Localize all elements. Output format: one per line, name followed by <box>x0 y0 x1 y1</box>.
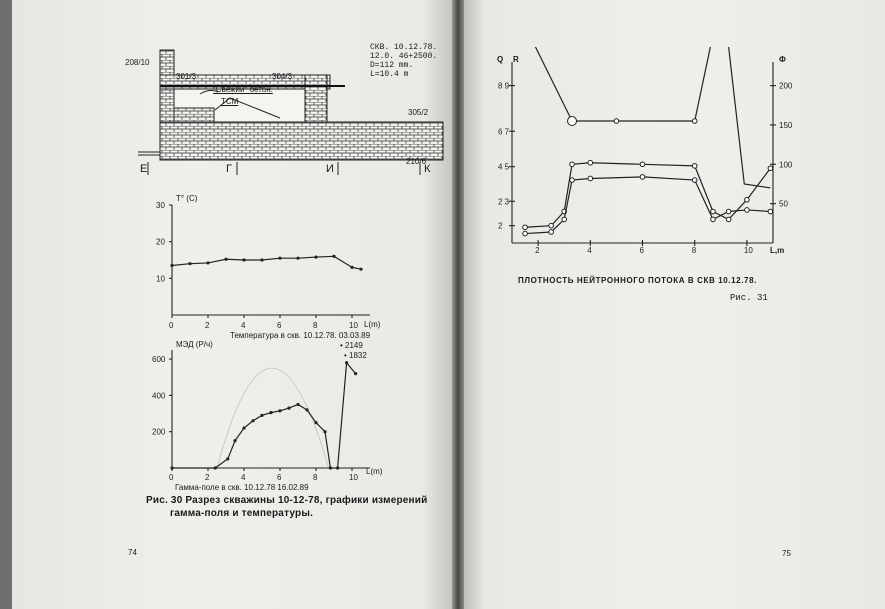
gamma-annotation-2149: • 2149 <box>340 341 363 350</box>
temperature-x-tick-label: 10 <box>349 321 358 330</box>
axis-label-e: Е <box>140 163 148 175</box>
label-room-304: 304/3 <box>272 72 293 81</box>
figure-30-caption-line2: гамма-поля и температуры. <box>170 508 314 519</box>
neutron-left-tick-label: 8 9 <box>498 81 510 91</box>
temperature-y-tick-label: 10 <box>156 274 165 284</box>
gamma-x-tick-label: 0 <box>169 473 174 482</box>
neutron-highlight-point <box>568 117 577 126</box>
neutron-x-tick-label: 2 <box>535 246 540 255</box>
neutron-series-lower-point <box>745 208 750 213</box>
neutron-steep-line-far-right <box>729 47 771 188</box>
neutron-left-tick-label: 4 5 <box>498 162 510 172</box>
neutron-x-tick-label: 4 <box>587 246 592 255</box>
gamma-x-tick-label: 6 <box>277 473 282 482</box>
neutron-series-middle-point <box>726 217 731 222</box>
neutron-left-tick-label: 2 <box>498 221 503 231</box>
temperature-xlabel: L(m) <box>364 320 381 329</box>
label-elev-210: 210/6 <box>406 157 427 166</box>
neutron-steep-line-left <box>535 47 572 121</box>
neutron-series-lower-point <box>523 231 528 236</box>
gamma-ylabel: МЭД (Р/ч) <box>176 340 213 349</box>
gamma-x-tick-label: 10 <box>349 473 358 482</box>
neutron-series-lower-point <box>726 209 731 214</box>
page-number-right: 75 <box>782 549 791 558</box>
neutron-series-middle-point <box>640 162 645 167</box>
temperature-y-tick-label: 20 <box>156 237 165 247</box>
figure-31-label: Рис. 31 <box>730 293 768 303</box>
gamma-annotation-1832: • 1832 <box>344 351 367 360</box>
label-room-301: 301/3 <box>176 72 197 81</box>
axis-label-k: К <box>424 163 431 175</box>
neutron-series-middle-point <box>745 197 750 202</box>
neutron-series-upper-point <box>692 119 697 124</box>
neutron-left-tick-label: 6 7 <box>498 127 510 137</box>
neutron-series-middle-point <box>549 223 554 228</box>
axis-label-i: И <box>326 163 334 175</box>
borehole-info-line: СКВ. 10.12.78. <box>370 43 438 52</box>
figure-30-caption-line1: Рис. 30 Разрез скважины 10-12-78, графики измерений <box>146 495 428 506</box>
neutron-series-lower-point <box>570 178 575 183</box>
borehole-info-line: 12.0. 46+2500. <box>370 52 438 61</box>
neutron-x-tick-label: 8 <box>691 246 697 255</box>
neutron-right-axis-label: Ф <box>779 55 786 64</box>
neutron-left-axis-label-r: R <box>513 55 519 64</box>
neutron-right-tick-label: 200 <box>779 81 793 91</box>
temperature-caption: Температура в скв. 10.12.78. 03.03.89 <box>230 331 371 340</box>
gamma-xlabel: L(m) <box>366 467 383 476</box>
temperature-x-tick-label: 6 <box>277 321 282 330</box>
gamma-x-tick-label: 4 <box>241 473 246 482</box>
temperature-y-tick-label: 30 <box>156 201 165 210</box>
neutron-series-lower-point <box>768 209 773 214</box>
neutron-series-lower-point <box>640 175 645 180</box>
neutron-series-middle-point <box>768 166 773 171</box>
axis-label-g: Г <box>226 163 232 175</box>
neutron-series-middle-point <box>692 164 697 169</box>
temperature-x-tick-label: 8 <box>313 321 318 330</box>
gamma-y-tick-label: 200 <box>152 427 166 437</box>
neutron-series-lower-point <box>562 217 567 222</box>
neutron-right-tick-label: 50 <box>779 199 788 209</box>
page-number-left: 74 <box>128 548 137 557</box>
gamma-y-tick-label: 600 <box>152 355 166 365</box>
neutron-steep-line-right <box>695 47 711 121</box>
neutron-series-lower-line <box>525 177 770 234</box>
temperature-ylabel: T° (C) <box>176 194 198 203</box>
neutron-caption: ПЛОТНОСТЬ НЕЙТРОННОГО ПОТОКА В СКВ 10.12.78. <box>518 276 757 285</box>
gamma-y-tick-label: 400 <box>152 391 166 401</box>
temperature-x-tick-label: 0 <box>169 321 174 330</box>
neutron-left-tick-label: 2 3 <box>498 197 510 207</box>
gamma-x-tick-label: 8 <box>313 473 318 482</box>
gamma-x-tick-label: 2 <box>205 473 210 482</box>
label-room-305: 305/2 <box>408 108 429 117</box>
neutron-left-axis-label-q: Q <box>497 55 504 64</box>
neutron-right-tick-label: 100 <box>779 160 793 170</box>
neutron-series-middle-point <box>570 162 575 167</box>
neutron-right-tick-label: 150 <box>779 120 793 130</box>
neutron-series-lower-point <box>588 176 593 181</box>
neutron-series-lower-point <box>692 178 697 183</box>
neutron-series-middle-point <box>523 225 528 230</box>
neutron-series-upper-point <box>614 119 619 124</box>
label-elev-208: 208/10 <box>125 58 150 67</box>
neutron-series-middle-point <box>588 160 593 165</box>
neutron-xlabel: L,m <box>770 246 785 255</box>
neutron-series-middle-point <box>711 209 716 214</box>
neutron-series-lower-point <box>711 217 716 222</box>
label-fresh-concrete: "Свежий" бетон. <box>213 85 273 94</box>
borehole-info-line: L=10.4 m <box>370 70 409 79</box>
temperature-x-tick-label: 4 <box>241 321 246 330</box>
borehole-info-line: D=112 mm. <box>370 61 414 70</box>
gamma-caption: Гамма-поле в скв. 10.12.78 16.02.89 <box>175 483 309 492</box>
neutron-x-tick-label: 10 <box>743 246 753 255</box>
neutron-x-tick-label: 6 <box>639 246 644 255</box>
label-tsm: ТСМ <box>221 97 239 106</box>
neutron-series-lower-point <box>549 230 554 235</box>
temperature-x-tick-label: 2 <box>205 321 210 330</box>
neutron-series-middle-line <box>525 163 770 228</box>
